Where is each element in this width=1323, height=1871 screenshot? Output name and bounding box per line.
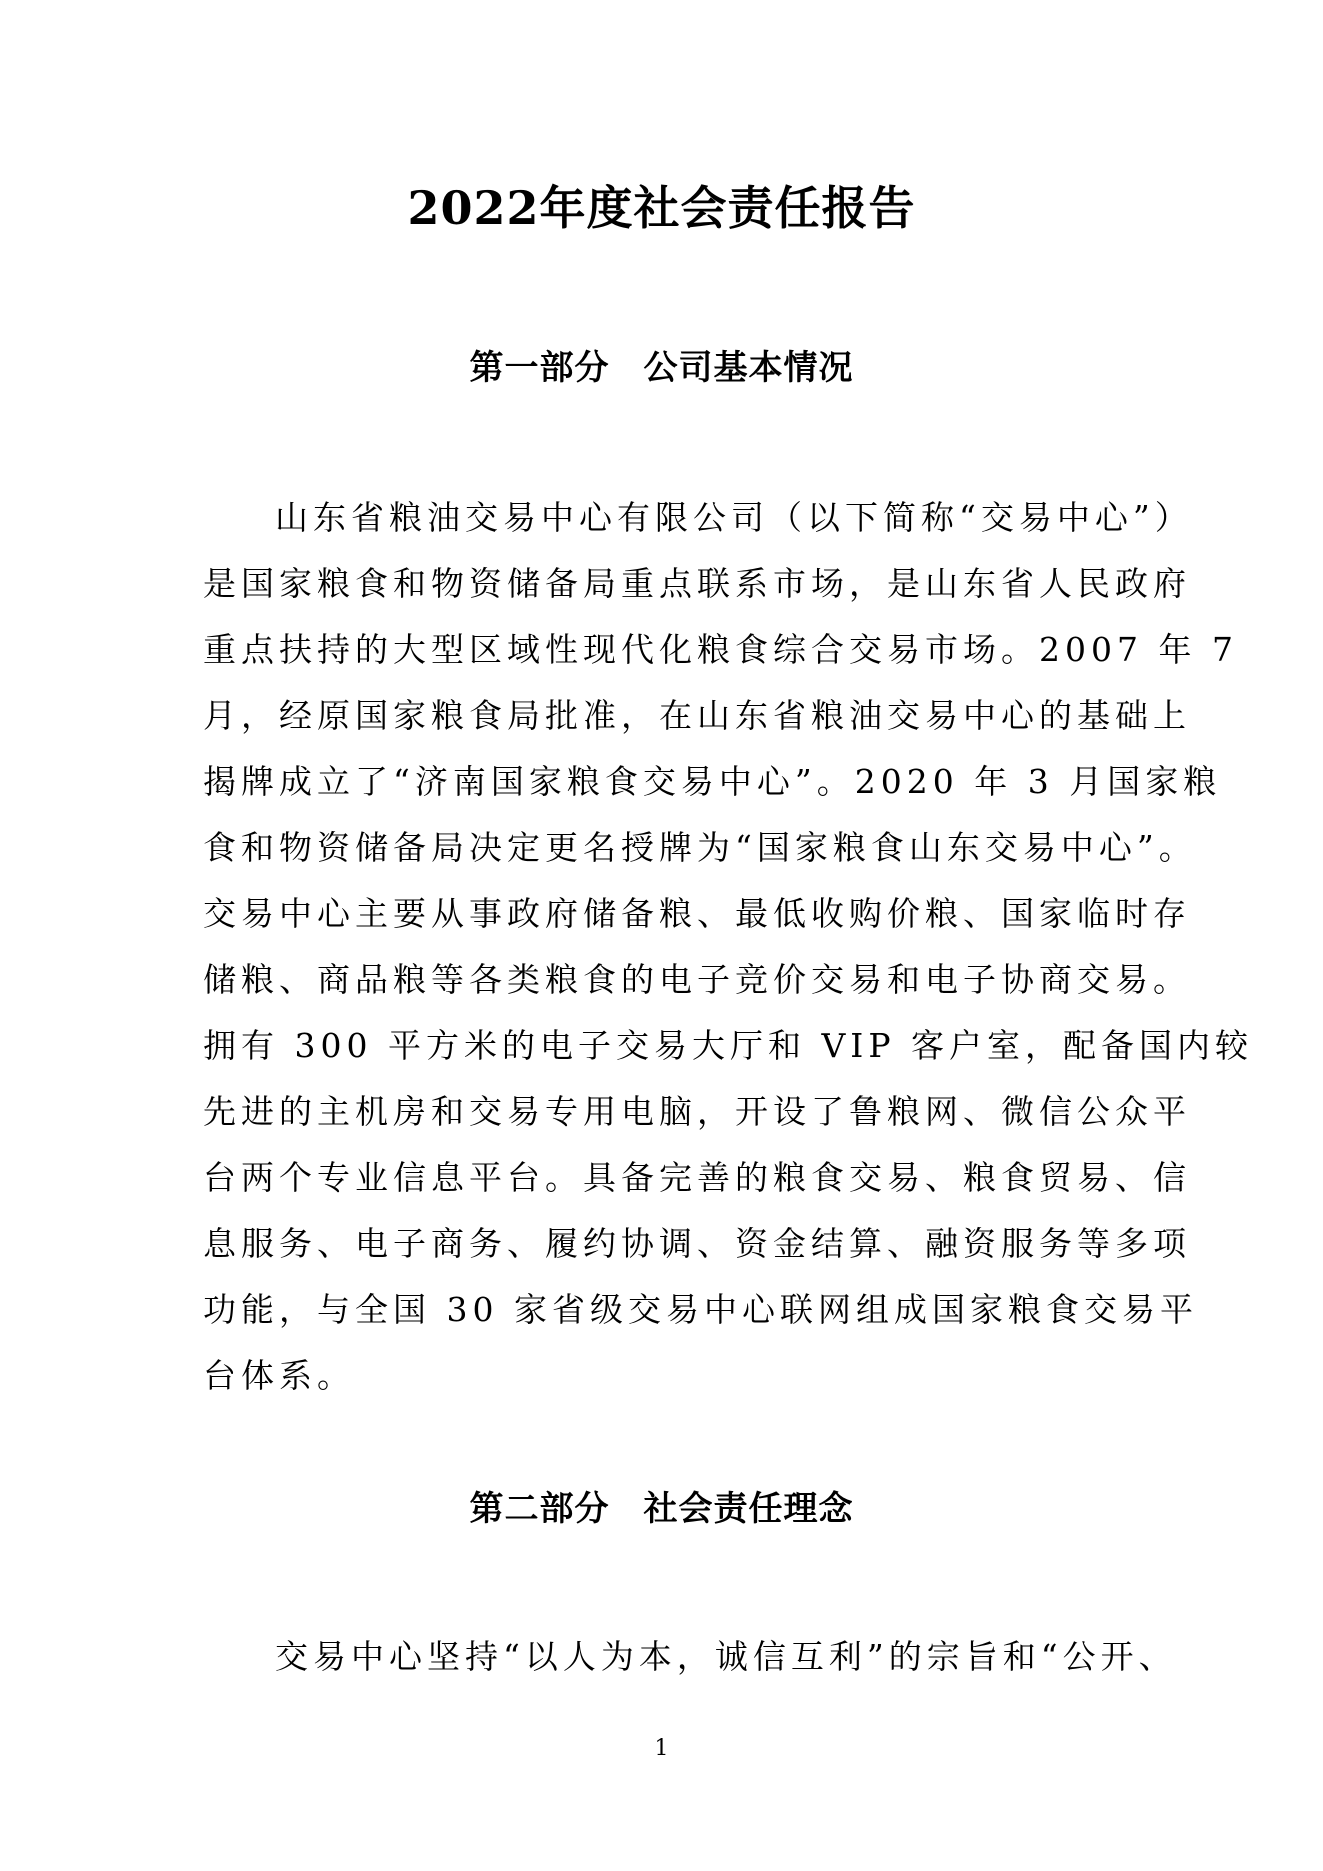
paragraph-line: 交易中心主要从事政府储备粮、最低收购价粮、国家临时存 — [203, 894, 1191, 933]
paragraph-line: 食和物资储备局决定更名授牌为“国家粮食山东交易中心”。 — [203, 828, 1197, 867]
paragraph-line: 储粮、商品粮等各类粮食的电子竞价交易和电子协商交易。 — [203, 960, 1191, 999]
paragraph-line: 是国家粮食和物资储备局重点联系市场，是山东省人民政府 — [203, 564, 1191, 603]
section-2-part-label: 第二部分 — [469, 1489, 610, 1529]
paragraph-line: 息服务、电子商务、履约协调、资金结算、融资服务等多项 — [203, 1224, 1191, 1263]
paragraph-line: 山东省粮油交易中心有限公司（以下简称“交易中心”） — [275, 498, 1193, 537]
section-2-paragraph — [203, 1624, 1177, 1690]
paragraph-line: 先进的主机房和交易专用电脑，开设了鲁粮网、微信公众平 — [203, 1092, 1191, 1131]
section-heading-1 — [0, 346, 1323, 390]
paragraph-line: 台两个专业信息平台。具备完善的粮食交易、粮食贸易、信 — [203, 1158, 1191, 1197]
paragraph-line: 揭牌成立了“济南国家粮食交易中心”。2020 年 3 月国家粮 — [203, 762, 1222, 801]
paragraph-line: 台体系。 — [203, 1356, 355, 1395]
paragraph-line: 月，经原国家粮食局批准，在山东省粮油交易中心的基础上 — [203, 696, 1191, 735]
section-1-name: 公司基本情况 — [643, 348, 854, 388]
section-heading-2 — [0, 1487, 1323, 1531]
paragraph-line: 重点扶持的大型区域性现代化粮食综合交易市场。2007 年 7 — [203, 630, 1238, 669]
paragraph-line: 交易中心坚持“以人为本，诚信互利”的宗旨和“公开、 — [275, 1637, 1177, 1676]
page-number: 1 — [654, 1736, 669, 1761]
paragraph-line: 拥有 300 平方米的电子交易大厅和 VIP 客户室，配备国内较 — [203, 1026, 1254, 1065]
document-title: 2022年度社会责任报告 — [407, 181, 916, 235]
section-2-name: 社会责任理念 — [643, 1489, 854, 1529]
section-1-part-label: 第一部分 — [469, 348, 610, 388]
section-1-paragraph — [203, 485, 1254, 1409]
paragraph-line: 功能，与全国 30 家省级交易中心联网组成国家粮食交易平 — [203, 1290, 1198, 1329]
